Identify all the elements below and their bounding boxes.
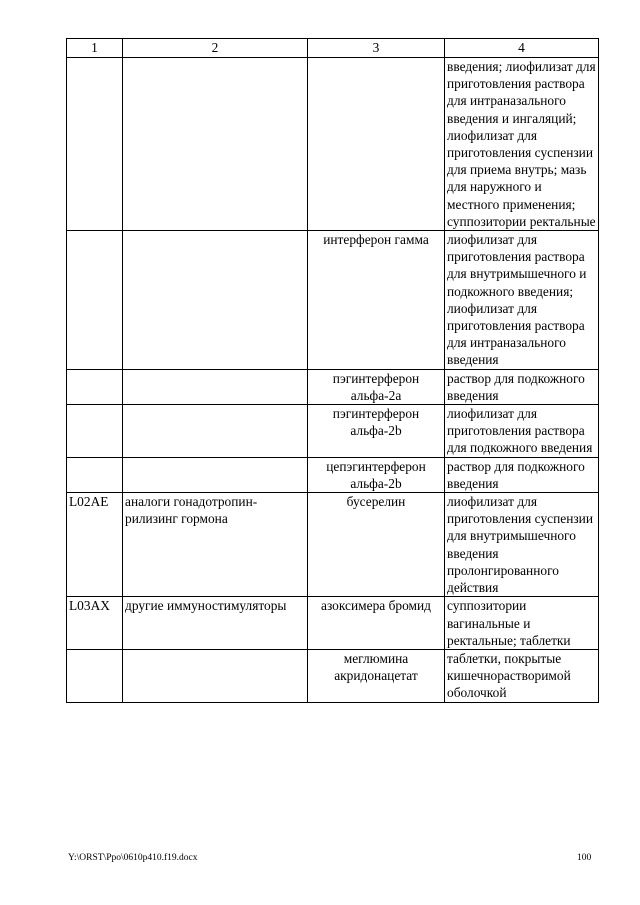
dosage-form-cell: лиофилизат для приготовления раствора для внутримышечного и подкожного введения; лиофилизат для приготовления раствора для интраназального введения bbox=[445, 231, 599, 370]
atc-code-cell bbox=[67, 649, 123, 702]
header-col-1: 1 bbox=[67, 39, 123, 58]
group-cell bbox=[123, 369, 308, 404]
header-col-2: 2 bbox=[123, 39, 308, 58]
footer-file-path: Y:\ORST\Ppo\0610p410.f19.docx bbox=[68, 853, 198, 863]
drug-name-cell: интерферон гамма bbox=[308, 231, 445, 370]
drug-name-cell: пэгинтерферон альфа-2a bbox=[308, 369, 445, 404]
drug-name-cell: цепэгинтерферон альфа-2b bbox=[308, 457, 445, 492]
header-col-4: 4 bbox=[445, 39, 599, 58]
table-row bbox=[67, 369, 599, 404]
drug-name-cell: меглюмина акридонацетат bbox=[308, 649, 445, 702]
atc-code-cell bbox=[67, 405, 123, 458]
dosage-form-cell: лиофилизат для приготовления раствора для подкожного введения bbox=[445, 405, 599, 458]
group-cell bbox=[123, 457, 308, 492]
drug-name-cell: бусерелин bbox=[308, 493, 445, 597]
table-row bbox=[67, 405, 599, 458]
atc-code-cell bbox=[67, 231, 123, 370]
dosage-form-cell: раствор для подкожного введения bbox=[445, 369, 599, 404]
atc-code-cell: L03AX bbox=[67, 597, 123, 650]
dosage-form-cell: суппозитории вагинальные и ректальные; таблетки bbox=[445, 597, 599, 650]
dosage-form-cell: раствор для подкожного введения bbox=[445, 457, 599, 492]
drug-name-cell bbox=[308, 58, 445, 231]
dosage-form-cell: введения; лиофилизат для приготовления раствора для интраназального введения и ингаляций; лиофилизат для приготовления суспензии для приема внутрь; мазь для наружного и местного применения; суппозитории ректальные bbox=[445, 58, 599, 231]
dosage-form-cell: таблетки, покрытые кишечнорастворимой оболочкой bbox=[445, 649, 599, 702]
table-row bbox=[67, 649, 599, 702]
table-row bbox=[67, 457, 599, 492]
dosage-form-cell: лиофилизат для приготовления суспензии для внутримышечного введения пролонгированного действия bbox=[445, 493, 599, 597]
group-cell bbox=[123, 405, 308, 458]
group-cell bbox=[123, 58, 308, 231]
table-row bbox=[67, 493, 599, 597]
group-cell: аналоги гонадотропин-рилизинг гормона bbox=[123, 493, 308, 597]
group-cell bbox=[123, 649, 308, 702]
drug-name-cell: пэгинтерферон альфа-2b bbox=[308, 405, 445, 458]
table-row bbox=[67, 58, 599, 231]
atc-code-cell bbox=[67, 58, 123, 231]
drug-table bbox=[66, 38, 599, 703]
drug-name-cell: азоксимера бромид bbox=[308, 597, 445, 650]
group-cell: другие иммуностимуляторы bbox=[123, 597, 308, 650]
header-col-3: 3 bbox=[308, 39, 445, 58]
table-row bbox=[67, 231, 599, 370]
atc-code-cell: L02AE bbox=[67, 493, 123, 597]
atc-code-cell bbox=[67, 457, 123, 492]
group-cell bbox=[123, 231, 308, 370]
atc-code-cell bbox=[67, 369, 123, 404]
table-row bbox=[67, 597, 599, 650]
footer-page-number: 100 bbox=[577, 853, 592, 863]
table-header-row bbox=[67, 39, 599, 58]
